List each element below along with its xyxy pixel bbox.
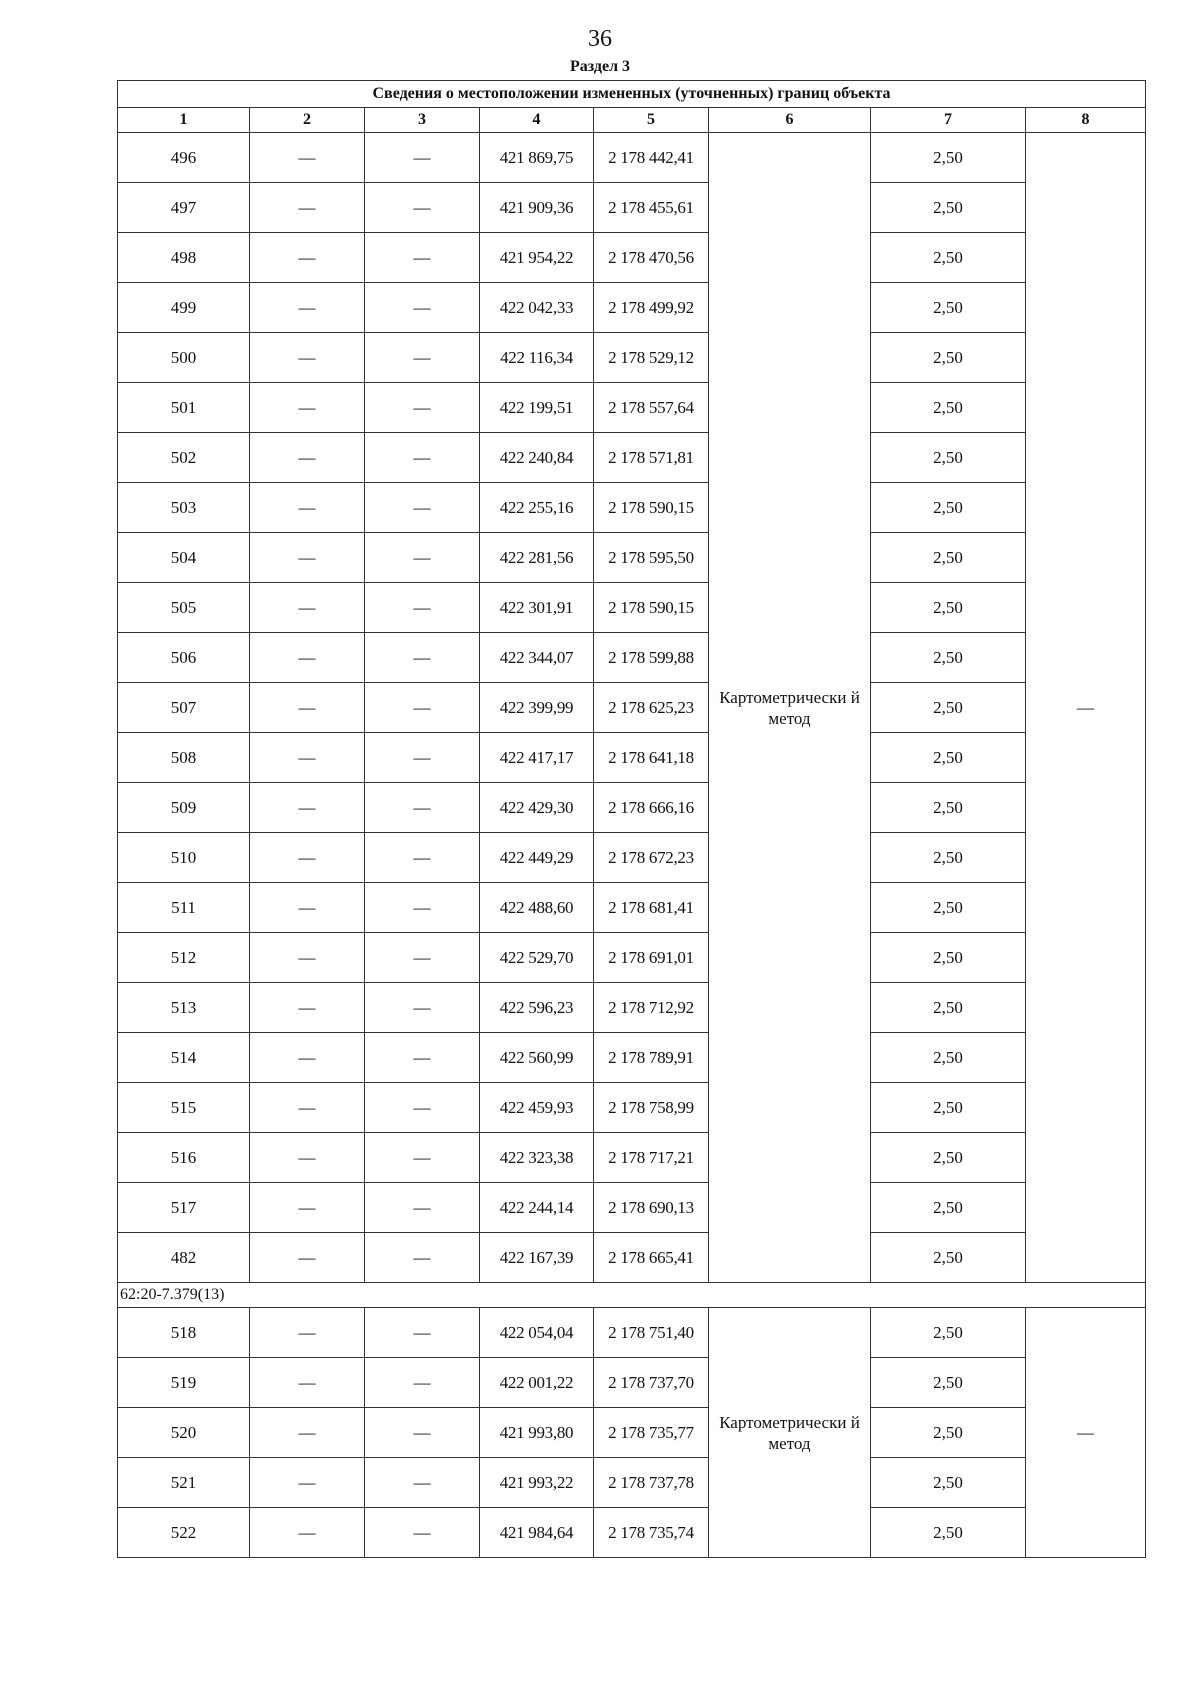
x-coordinate: 421 993,80 bbox=[480, 1408, 594, 1458]
point-number: 519 bbox=[118, 1358, 250, 1408]
accuracy-value: 2,50 bbox=[871, 1458, 1026, 1508]
table-row bbox=[118, 1183, 1146, 1233]
col3-value: — bbox=[365, 683, 480, 733]
col3-value: — bbox=[365, 1308, 480, 1358]
method-cell: Картометрически й метод bbox=[709, 133, 871, 1283]
y-coordinate: 2 178 751,40 bbox=[594, 1308, 709, 1358]
x-coordinate: 422 560,99 bbox=[480, 1033, 594, 1083]
col3-value: — bbox=[365, 1133, 480, 1183]
col3-value: — bbox=[365, 933, 480, 983]
y-coordinate: 2 178 712,92 bbox=[594, 983, 709, 1033]
col2-value: — bbox=[250, 233, 365, 283]
col2-value: — bbox=[250, 833, 365, 883]
col2-value: — bbox=[250, 1133, 365, 1183]
accuracy-value: 2,50 bbox=[871, 1408, 1026, 1458]
table-row bbox=[118, 1233, 1146, 1283]
table-row bbox=[118, 1508, 1146, 1558]
point-number: 515 bbox=[118, 1083, 250, 1133]
y-coordinate: 2 178 672,23 bbox=[594, 833, 709, 883]
parcel-label-row bbox=[118, 1283, 1146, 1308]
x-coordinate: 422 167,39 bbox=[480, 1233, 594, 1283]
y-coordinate: 2 178 557,64 bbox=[594, 383, 709, 433]
table-row bbox=[118, 633, 1146, 683]
y-coordinate: 2 178 571,81 bbox=[594, 433, 709, 483]
col8-cell: — bbox=[1026, 133, 1146, 1283]
col2-value: — bbox=[250, 433, 365, 483]
table-caption-row bbox=[118, 81, 1146, 108]
x-coordinate: 422 596,23 bbox=[480, 983, 594, 1033]
point-number: 513 bbox=[118, 983, 250, 1033]
col3-value: — bbox=[365, 483, 480, 533]
coordinates-table bbox=[117, 80, 1146, 1558]
accuracy-value: 2,50 bbox=[871, 1508, 1026, 1558]
y-coordinate: 2 178 758,99 bbox=[594, 1083, 709, 1133]
table-row bbox=[118, 1133, 1146, 1183]
col2-value: — bbox=[250, 1083, 365, 1133]
x-coordinate: 422 116,34 bbox=[480, 333, 594, 383]
accuracy-value: 2,50 bbox=[871, 683, 1026, 733]
method-cell: Картометрически й метод bbox=[709, 1308, 871, 1558]
point-number: 514 bbox=[118, 1033, 250, 1083]
col3-value: — bbox=[365, 1508, 480, 1558]
point-number: 518 bbox=[118, 1308, 250, 1358]
parcel-label: 62:20-7.379(13) bbox=[118, 1283, 1146, 1308]
accuracy-value: 2,50 bbox=[871, 933, 1026, 983]
col2-value: — bbox=[250, 1183, 365, 1233]
accuracy-value: 2,50 bbox=[871, 133, 1026, 183]
y-coordinate: 2 178 470,56 bbox=[594, 233, 709, 283]
col3-value: — bbox=[365, 1083, 480, 1133]
y-coordinate: 2 178 590,15 bbox=[594, 483, 709, 533]
x-coordinate: 421 869,75 bbox=[480, 133, 594, 183]
column-number: 2 bbox=[250, 108, 365, 133]
x-coordinate: 422 399,99 bbox=[480, 683, 594, 733]
y-coordinate: 2 178 691,01 bbox=[594, 933, 709, 983]
point-number: 517 bbox=[118, 1183, 250, 1233]
accuracy-value: 2,50 bbox=[871, 633, 1026, 683]
table-row bbox=[118, 683, 1146, 733]
table-row bbox=[118, 1033, 1146, 1083]
y-coordinate: 2 178 665,41 bbox=[594, 1233, 709, 1283]
col2-value: — bbox=[250, 883, 365, 933]
point-number: 503 bbox=[118, 483, 250, 533]
col8-cell: — bbox=[1026, 1308, 1146, 1558]
col2-value: — bbox=[250, 983, 365, 1033]
col2-value: — bbox=[250, 1508, 365, 1558]
table-row bbox=[118, 333, 1146, 383]
point-number: 516 bbox=[118, 1133, 250, 1183]
col3-value: — bbox=[365, 333, 480, 383]
accuracy-value: 2,50 bbox=[871, 1133, 1026, 1183]
col3-value: — bbox=[365, 983, 480, 1033]
x-coordinate: 421 984,64 bbox=[480, 1508, 594, 1558]
y-coordinate: 2 178 590,15 bbox=[594, 583, 709, 633]
point-number: 511 bbox=[118, 883, 250, 933]
table-row bbox=[118, 983, 1146, 1033]
x-coordinate: 421 993,22 bbox=[480, 1458, 594, 1508]
col3-value: — bbox=[365, 283, 480, 333]
x-coordinate: 422 429,30 bbox=[480, 783, 594, 833]
col2-value: — bbox=[250, 1033, 365, 1083]
col3-value: — bbox=[365, 883, 480, 933]
col2-value: — bbox=[250, 283, 365, 333]
section-title: Раздел 3 bbox=[569, 58, 631, 75]
point-number: 509 bbox=[118, 783, 250, 833]
y-coordinate: 2 178 735,77 bbox=[594, 1408, 709, 1458]
column-numbers-row bbox=[118, 108, 1146, 133]
point-number: 482 bbox=[118, 1233, 250, 1283]
col3-value: — bbox=[365, 1408, 480, 1458]
y-coordinate: 2 178 789,91 bbox=[594, 1033, 709, 1083]
table-row bbox=[118, 1358, 1146, 1408]
accuracy-value: 2,50 bbox=[871, 583, 1026, 633]
point-number: 512 bbox=[118, 933, 250, 983]
table-row bbox=[118, 483, 1146, 533]
column-number: 6 bbox=[709, 108, 871, 133]
x-coordinate: 421 954,22 bbox=[480, 233, 594, 283]
col2-value: — bbox=[250, 1233, 365, 1283]
accuracy-value: 2,50 bbox=[871, 433, 1026, 483]
point-number: 502 bbox=[118, 433, 250, 483]
point-number: 521 bbox=[118, 1458, 250, 1508]
x-coordinate: 422 529,70 bbox=[480, 933, 594, 983]
accuracy-value: 2,50 bbox=[871, 383, 1026, 433]
col2-value: — bbox=[250, 133, 365, 183]
y-coordinate: 2 178 499,92 bbox=[594, 283, 709, 333]
table-row bbox=[118, 583, 1146, 633]
table-row bbox=[118, 233, 1146, 283]
accuracy-value: 2,50 bbox=[871, 183, 1026, 233]
point-number: 499 bbox=[118, 283, 250, 333]
column-number: 8 bbox=[1026, 108, 1146, 133]
accuracy-value: 2,50 bbox=[871, 533, 1026, 583]
column-number: 5 bbox=[594, 108, 709, 133]
table-row bbox=[118, 1458, 1146, 1508]
y-coordinate: 2 178 690,13 bbox=[594, 1183, 709, 1233]
column-number: 3 bbox=[365, 108, 480, 133]
table-row bbox=[118, 433, 1146, 483]
col3-value: — bbox=[365, 733, 480, 783]
x-coordinate: 422 054,04 bbox=[480, 1308, 594, 1358]
y-coordinate: 2 178 666,16 bbox=[594, 783, 709, 833]
point-number: 504 bbox=[118, 533, 250, 583]
accuracy-value: 2,50 bbox=[871, 1308, 1026, 1358]
col3-value: — bbox=[365, 1358, 480, 1408]
col2-value: — bbox=[250, 333, 365, 383]
table-row bbox=[118, 883, 1146, 933]
accuracy-value: 2,50 bbox=[871, 1358, 1026, 1408]
table-row bbox=[118, 833, 1146, 883]
page-number: 36 bbox=[588, 26, 612, 52]
point-number: 510 bbox=[118, 833, 250, 883]
x-coordinate: 422 199,51 bbox=[480, 383, 594, 433]
col2-value: — bbox=[250, 683, 365, 733]
x-coordinate: 422 281,56 bbox=[480, 533, 594, 583]
point-number: 505 bbox=[118, 583, 250, 633]
col2-value: — bbox=[250, 733, 365, 783]
y-coordinate: 2 178 595,50 bbox=[594, 533, 709, 583]
col3-value: — bbox=[365, 1033, 480, 1083]
x-coordinate: 422 042,33 bbox=[480, 283, 594, 333]
col3-value: — bbox=[365, 783, 480, 833]
col2-value: — bbox=[250, 633, 365, 683]
y-coordinate: 2 178 737,78 bbox=[594, 1458, 709, 1508]
column-number: 1 bbox=[118, 108, 250, 133]
accuracy-value: 2,50 bbox=[871, 983, 1026, 1033]
table-row bbox=[118, 783, 1146, 833]
col3-value: — bbox=[365, 533, 480, 583]
col2-value: — bbox=[250, 583, 365, 633]
x-coordinate: 422 244,14 bbox=[480, 1183, 594, 1233]
table-row bbox=[118, 1408, 1146, 1458]
table-row bbox=[118, 733, 1146, 783]
y-coordinate: 2 178 641,18 bbox=[594, 733, 709, 783]
point-number: 522 bbox=[118, 1508, 250, 1558]
table-caption: Сведения о местоположении измененных (уточненных) границ объекта bbox=[118, 81, 1146, 108]
point-number: 508 bbox=[118, 733, 250, 783]
col2-value: — bbox=[250, 1358, 365, 1408]
col2-value: — bbox=[250, 483, 365, 533]
y-coordinate: 2 178 735,74 bbox=[594, 1508, 709, 1558]
x-coordinate: 421 909,36 bbox=[480, 183, 594, 233]
x-coordinate: 422 301,91 bbox=[480, 583, 594, 633]
col2-value: — bbox=[250, 533, 365, 583]
x-coordinate: 422 488,60 bbox=[480, 883, 594, 933]
point-number: 501 bbox=[118, 383, 250, 433]
y-coordinate: 2 178 599,88 bbox=[594, 633, 709, 683]
x-coordinate: 422 323,38 bbox=[480, 1133, 594, 1183]
col3-value: — bbox=[365, 383, 480, 433]
table-row bbox=[118, 933, 1146, 983]
column-number: 4 bbox=[480, 108, 594, 133]
x-coordinate: 422 001,22 bbox=[480, 1358, 594, 1408]
table-row bbox=[118, 1308, 1146, 1358]
col3-value: — bbox=[365, 433, 480, 483]
accuracy-value: 2,50 bbox=[871, 233, 1026, 283]
col2-value: — bbox=[250, 1308, 365, 1358]
accuracy-value: 2,50 bbox=[871, 783, 1026, 833]
point-number: 507 bbox=[118, 683, 250, 733]
table-row bbox=[118, 1083, 1146, 1133]
col3-value: — bbox=[365, 1458, 480, 1508]
table-row bbox=[118, 283, 1146, 333]
x-coordinate: 422 240,84 bbox=[480, 433, 594, 483]
accuracy-value: 2,50 bbox=[871, 1083, 1026, 1133]
col2-value: — bbox=[250, 183, 365, 233]
y-coordinate: 2 178 455,61 bbox=[594, 183, 709, 233]
col3-value: — bbox=[365, 1183, 480, 1233]
accuracy-value: 2,50 bbox=[871, 883, 1026, 933]
y-coordinate: 2 178 625,23 bbox=[594, 683, 709, 733]
col2-value: — bbox=[250, 383, 365, 433]
col3-value: — bbox=[365, 583, 480, 633]
col3-value: — bbox=[365, 833, 480, 883]
column-number: 7 bbox=[871, 108, 1026, 133]
col2-value: — bbox=[250, 783, 365, 833]
accuracy-value: 2,50 bbox=[871, 333, 1026, 383]
table-row bbox=[118, 183, 1146, 233]
col3-value: — bbox=[365, 133, 480, 183]
table-row bbox=[118, 533, 1146, 583]
accuracy-value: 2,50 bbox=[871, 733, 1026, 783]
col3-value: — bbox=[365, 183, 480, 233]
y-coordinate: 2 178 529,12 bbox=[594, 333, 709, 383]
y-coordinate: 2 178 717,21 bbox=[594, 1133, 709, 1183]
accuracy-value: 2,50 bbox=[871, 483, 1026, 533]
y-coordinate: 2 178 442,41 bbox=[594, 133, 709, 183]
col3-value: — bbox=[365, 233, 480, 283]
point-number: 520 bbox=[118, 1408, 250, 1458]
point-number: 497 bbox=[118, 183, 250, 233]
accuracy-value: 2,50 bbox=[871, 1233, 1026, 1283]
point-number: 498 bbox=[118, 233, 250, 283]
x-coordinate: 422 449,29 bbox=[480, 833, 594, 883]
accuracy-value: 2,50 bbox=[871, 283, 1026, 333]
col2-value: — bbox=[250, 1408, 365, 1458]
y-coordinate: 2 178 681,41 bbox=[594, 883, 709, 933]
point-number: 506 bbox=[118, 633, 250, 683]
col2-value: — bbox=[250, 1458, 365, 1508]
x-coordinate: 422 459,93 bbox=[480, 1083, 594, 1133]
y-coordinate: 2 178 737,70 bbox=[594, 1358, 709, 1408]
accuracy-value: 2,50 bbox=[871, 833, 1026, 883]
x-coordinate: 422 344,07 bbox=[480, 633, 594, 683]
point-number: 500 bbox=[118, 333, 250, 383]
point-number: 496 bbox=[118, 133, 250, 183]
table-row bbox=[118, 133, 1146, 183]
table-row bbox=[118, 383, 1146, 433]
x-coordinate: 422 255,16 bbox=[480, 483, 594, 533]
x-coordinate: 422 417,17 bbox=[480, 733, 594, 783]
col3-value: — bbox=[365, 1233, 480, 1283]
accuracy-value: 2,50 bbox=[871, 1183, 1026, 1233]
accuracy-value: 2,50 bbox=[871, 1033, 1026, 1083]
col2-value: — bbox=[250, 933, 365, 983]
col3-value: — bbox=[365, 633, 480, 683]
